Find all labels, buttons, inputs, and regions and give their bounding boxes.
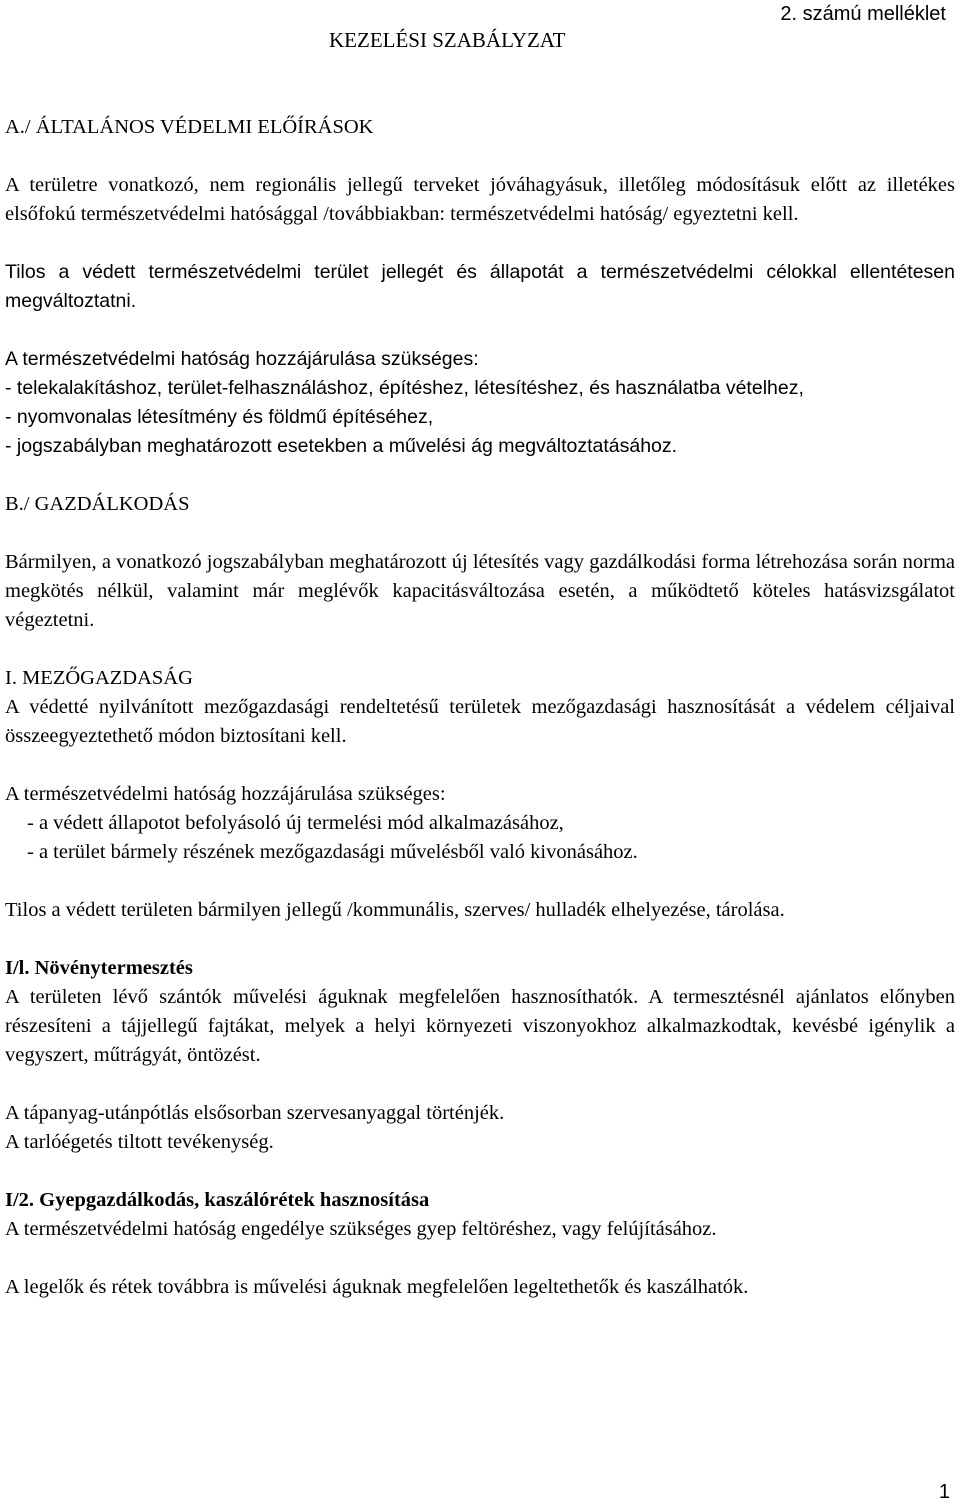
section-i-paragraph-2: Tilos a védett területen bármilyen jellegű /kommunális, szerves/ hulladék elhelyezése, tárolása. [5, 899, 785, 921]
document-body [5, 113, 955, 1302]
section-a-consent-intro: A természetvédelmi hatóság hozzájárulása szükséges: [5, 348, 479, 370]
section-i2-paragraph-1: A természetvédelmi hatóság engedélye szükséges gyep feltöréshez, vagy felújításához. [5, 1218, 717, 1240]
section-i-paragraph-1: A védetté nyilvánított mezőgazdasági rendeltetésű területek mezőgazdasági hasznosítását a védelem céljaival összeegyeztethető módon biztosítani kell. [5, 696, 955, 747]
list-item: - a védett állapotot befolyásoló új termelési mód alkalmazásához, [27, 812, 564, 834]
section-a-paragraph-1: A területre vonatkozó, nem regionális jellegű terveket jóváhagyásuk, illetőleg módosításuk előtt az illetékes elsőfokú természetvédelmi hatósággal /továbbiakban: természetvédelmi hatóság/ egyeztetni kell. [5, 174, 955, 225]
annex-label: 2. számú melléklet [780, 3, 946, 25]
list-item: - a terület bármely részének mezőgazdasági művelésből való kivonásához. [27, 841, 638, 863]
section-i1-paragraph-3: A tarlóégetés tiltott tevékenység. [5, 1131, 274, 1153]
section-i1-heading: I/l. Növénytermesztés [5, 957, 193, 979]
list-item: - jogszabályban meghatározott esetekben a művelési ág megváltoztatásához. [5, 435, 678, 457]
section-i-consent-list [5, 809, 955, 867]
document-title: KEZELÉSI SZABÁLYZAT [329, 28, 566, 52]
section-b-paragraph-1: Bármilyen, a vonatkozó jogszabályban meghatározott új létesítés vagy gazdálkodási forma létrehozása során norma megkötés nélkül, valamint már meglévők kapacitásváltozása esetén, a működtető köteles hatásvizsgálatot végeztetni. [5, 551, 955, 631]
list-item: - telekalakításhoz, terület-felhasználáshoz, építéshez, létesítéshez, és használatba vételhez, [5, 377, 804, 399]
section-i-consent-intro: A természetvédelmi hatóság hozzájárulása szükséges: [5, 783, 446, 805]
section-i2-heading: I/2. Gyepgazdálkodás, kaszálórétek hasznosítása [5, 1189, 430, 1211]
section-b-heading: B./ GAZDÁLKODÁS [5, 493, 190, 515]
list-item: - nyomvonalas létesítmény és földmű építéséhez, [5, 406, 434, 428]
section-a-paragraph-2: Tilos a védett természetvédelmi terület jellegét és állapotát a természetvédelmi célokkal ellentétesen megváltoztatni. [5, 261, 955, 312]
page-number: 1 [938, 1481, 950, 1503]
section-i2-paragraph-2: A legelők és rétek továbbra is művelési águknak megfelelően legeltethetők és kaszálhatók. [5, 1276, 749, 1298]
section-i1-paragraph-1: A területen lévő szántók művelési águknak megfelelően hasznosíthatók. A termesztésnél ajánlatos előnyben részesíteni a tájjellegű fajtákat, melyek a helyi környezeti viszonyokhoz alkalmazkodtak, kevésbé igénylik a vegyszert, műtrágyát, öntözést. [5, 986, 955, 1066]
section-a-heading: A./ ÁLTALÁNOS VÉDELMI ELŐÍRÁSOK [5, 116, 374, 138]
section-i-heading: I. MEZŐGAZDASÁG [5, 667, 193, 689]
section-i1-paragraph-2: A tápanyag-utánpótlás elsősorban szervesanyaggal történjék. [5, 1102, 505, 1124]
section-a-consent-list [5, 374, 955, 461]
